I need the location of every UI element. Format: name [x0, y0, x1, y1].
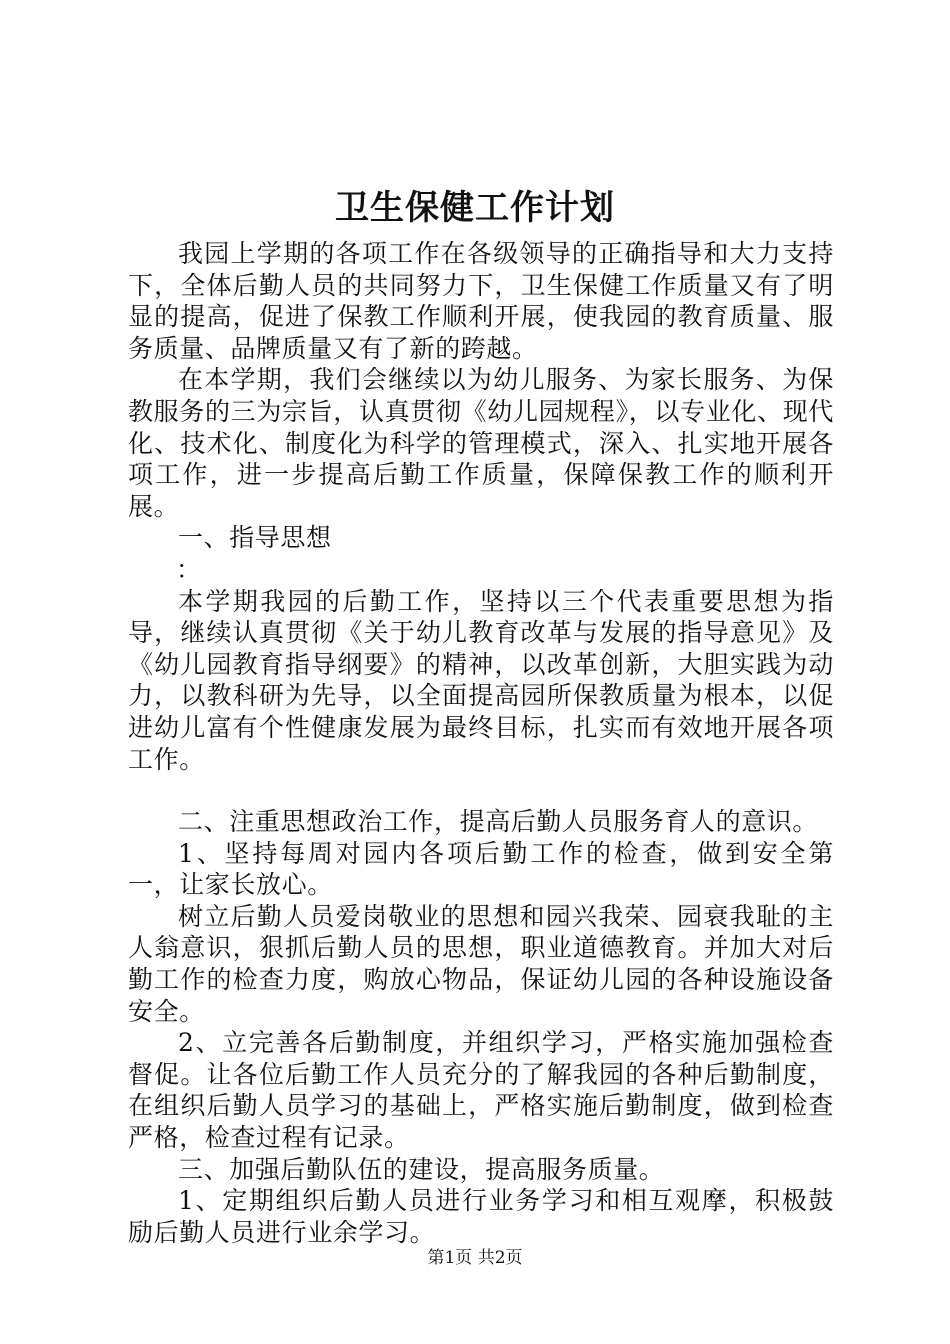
paragraph-training: 1、定期组织后勤人员进行业务学习和相互观摩，积极鼓励后勤人员进行业余学习。 — [128, 1186, 834, 1247]
paragraph-guiding-ideology: 本学期我园的后勤工作，坚持以三个代表重要思想为指导，继续认真贯彻《关于幼儿教育改革与发展的指导意见》及《幼儿园教育指导纲要》的精神，以改革创新，大胆实践为动力，以教科研为先导，以全面提高园所保教质量为根本，以促进幼儿富有个性健康发展为最终目标，扎实而有效地开展各项工作。 — [128, 586, 834, 774]
page-footer: 第1页 共2页 — [427, 1248, 523, 1268]
document-body — [128, 238, 834, 1248]
paragraph-weekly-inspection: 1、坚持每周对园内各项后勤工作的检查，做到安全第一，让家长放心。 — [128, 838, 834, 900]
paragraph-professional-ethics: 树立后勤人员爱岗敬业的思想和园兴我荣、园衰我耻的主人翁意识，狠抓后勤人员的思想，职业道德教育。并加大对后勤工作的检查力度，购放心物品，保证幼儿园的各种设施设备安全。 — [128, 901, 834, 1026]
paragraph-intro: 我园上学期的各项工作在各级领导的正确指导和大力支持下，全体后勤人员的共同努力下，卫生保健工作质量又有了明显的提高，促进了保教工作顺利开展，使我园的教育质量、服务质量、品牌质量又有了新的跨越。 — [128, 239, 834, 363]
document-title: 卫生保健工作计划 — [335, 188, 615, 228]
paragraph-semester-goals: 在本学期，我们会继续以为幼儿服务、为家长服务、为保教服务的三为宗旨，认真贯彻《幼儿园规程》，以专业化、现代化、技术化、制度化为科学的管理模式，深入、扎实地开展各项工作，进一步提高后勤工作质量，保障保教工作的顺利开展。 — [128, 365, 834, 521]
heading-political-work: 二、注重思想政治工作，提高后勤人员服务育人的意识。 — [178, 807, 819, 837]
heading-guiding-ideology: 一、指导思想 — [178, 523, 332, 553]
colon-line: ： — [176, 554, 202, 584]
paragraph-rules-system: 2、立完善各后勤制度，并组织学习，严格实施加强检查督促。让各位后勤工作人员充分的了解我园的各种后勤制度，在组织后勤人员学习的基础上，严格实施后勤制度，做到检查严格，检查过程有记录。 — [128, 1028, 834, 1153]
heading-team-building: 三、加强后勤队伍的建设，提高服务质量。 — [178, 1154, 665, 1184]
